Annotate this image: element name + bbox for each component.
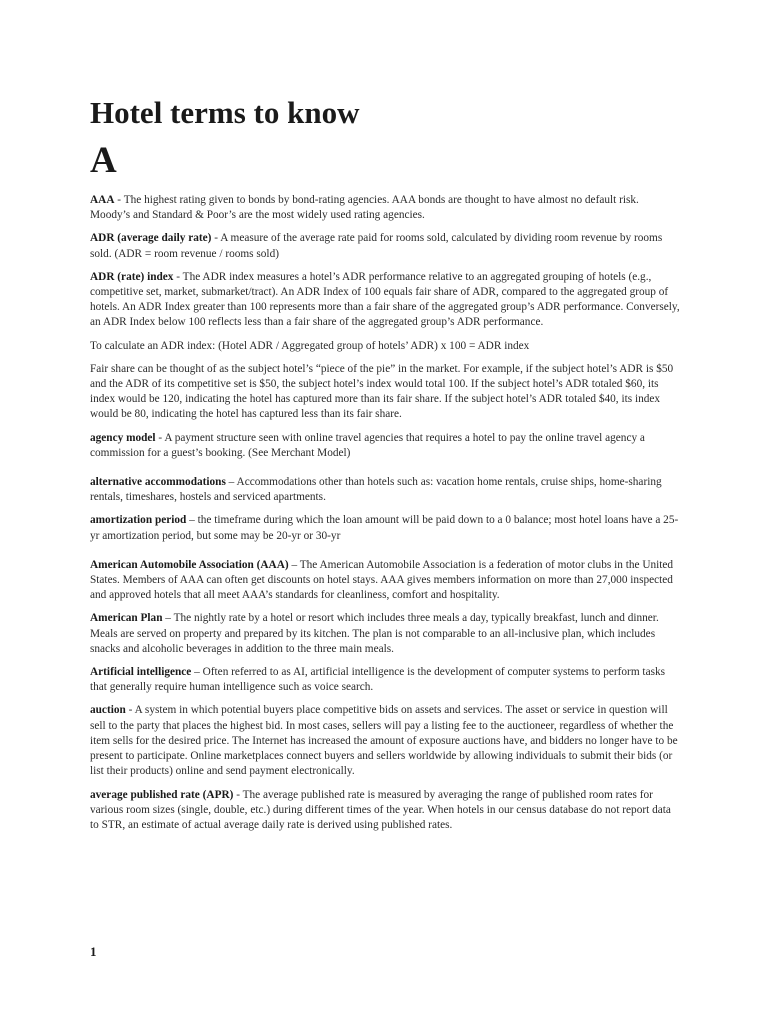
glossary-entry-american-plan: [90, 611, 680, 657]
section-letter: A: [90, 140, 117, 181]
entry-separator: -: [233, 788, 243, 801]
entry-term: agency model: [90, 431, 156, 444]
entry-term: alternative accommodations: [90, 476, 226, 489]
entry-separator: -: [211, 232, 221, 245]
glossary-entry-agency-model: [90, 431, 680, 461]
entry-definition: The nightly rate by a hotel or resort which includes three meals a day, typically breakfast, lunch and dinner. Meals are served on property and prepared by its kitchen. The plan is not comparable to an all-inclusive plan, which includes snacks and alcoholic beverages in addition to the three main meals.: [90, 612, 659, 655]
glossary-entry-auction: [90, 703, 680, 779]
entry-separator: -: [173, 270, 183, 283]
entry-term: auction: [90, 704, 126, 717]
entry-term: ADR (rate) index: [90, 270, 174, 283]
entry-separator: –: [186, 514, 198, 527]
page-content: [90, 95, 680, 841]
entry-separator: -: [155, 431, 165, 444]
entry-term: ADR (average daily rate): [90, 232, 212, 245]
entry-definition: The ADR index measures a hotel’s ADR performance relative to an aggregated grouping of hotels (e.g., competitive set, market, submarket/tract). An ADR Index of 100 equals fair share of ADR, compared to the aggregated group of hotels. An ADR Index greater than 100 represents more than a fair share of the aggregated group’s ADR performance. Conversely, an ADR Index below 100 reflects less than a fair share of the aggregated group’s ADR performance.: [90, 270, 680, 329]
entry-term: AAA: [90, 194, 115, 206]
glossary-entry-american-automobile-association: [90, 558, 680, 604]
entry-term: Artificial intelligence: [90, 666, 192, 679]
entry-definition: The American Automobile Association is a federation of motor clubs in the United States. Members of AAA can often get discounts on hotel stays. AAA gives members information on more than 27,000 inspected and approved hotels that all meet AAA’s standards for cleanliness, comfort and hospitality.: [90, 558, 674, 602]
entry-term: American Automobile Association (AAA): [90, 558, 289, 571]
entry-definition: Often referred to as AI, artificial intelligence is the development of computer systems to perform tasks that generally require human intelligence such as voice search.: [90, 666, 666, 694]
entry-definition: A measure of the average rate paid for rooms sold, calculated by dividing room revenue by rooms sold. (ADR = room revenue / rooms sold): [90, 232, 663, 260]
glossary-entry-alternative-accommodations: [90, 475, 680, 505]
glossary-entry-adr: [90, 231, 680, 261]
entry-separator: –: [288, 558, 300, 571]
entry-definition: The average published rate is measured by averaging the range of published room rates for various room sizes (single, double, etc.) during different times of the year. When hotels in our census database do not report data to STR, an estimate of actual average daily rate is derived using published rates.: [90, 788, 671, 831]
entry-definition: the timeframe during which the loan amount will be paid down to a 0 balance; most hotel loans have a 25-yr amortization period, but some may be 20-yr or 30-yr: [90, 514, 679, 542]
entry-term: amortization period: [90, 514, 187, 527]
entry-definition: Accommodations other than hotels such as: vacation home rentals, cruise ships, home-sharing rentals, timeshares, hostels and serviced apartments.: [90, 476, 662, 504]
entry-separator: -: [114, 194, 124, 206]
entry-definition: A system in which potential buyers place competitive bids on assets and services. The asset or service in question will sell to the party that places the highest bid. In most cases, sellers will pay a listing fee to the auctioneer, regardless of whether the item sells for the desired price. The Internet has increased the amount of exposure auctions have, and bidders no longer have to be present to participate. Online marketplaces connect buyers and sellers worldwide by allowing individuals to submit their bids (or list their products) online and send payment electronically.: [90, 704, 678, 778]
glossary-entry-adr-index: [90, 270, 680, 331]
entry-separator: –: [225, 476, 237, 489]
entry-separator: -: [125, 704, 135, 717]
entry-separator: –: [191, 666, 203, 679]
page-title: Hotel terms to know: [90, 95, 360, 130]
glossary-entry-amortization-period: [90, 513, 680, 543]
glossary-entry-aaa: [90, 193, 680, 223]
fair-share-paragraph: Fair share can be thought of as the subject hotel’s “piece of the pie” in the market. For example, if the subject hotel’s ADR is $50 and the ADR of its competitive set is $50, the subject hotel’s index would total 100. If the subject hotel’s ADR totaled $60, its index would be 120, indicating the hotel has captured more than its fair share. If the subject hotel’s ADR totaled $40, its index would be 80, indicating the hotel has captured less than its fair share.: [90, 362, 674, 421]
glossary-entry-average-published-rate: [90, 788, 680, 834]
entry-separator: –: [162, 612, 174, 625]
entry-definition: The highest rating given to bonds by bond-rating agencies. AAA bonds are thought to have almost no default risk. Moody’s and Standard & Poor’s are the most widely used rating agencies.: [90, 194, 639, 222]
glossary-entry-artificial-intelligence: [90, 665, 680, 695]
entry-term: average published rate (APR): [90, 788, 234, 801]
adr-formula-paragraph: To calculate an ADR index: (Hotel ADR / Aggregated group of hotels’ ADR) x 100 = ADR index: [90, 339, 530, 352]
entry-term: American Plan: [90, 612, 163, 625]
page-number: 1: [90, 944, 97, 959]
entry-definition: A payment structure seen with online travel agencies that requires a hotel to pay the online travel agency a commission for a guest’s booking. (See Merchant Model): [90, 431, 645, 459]
